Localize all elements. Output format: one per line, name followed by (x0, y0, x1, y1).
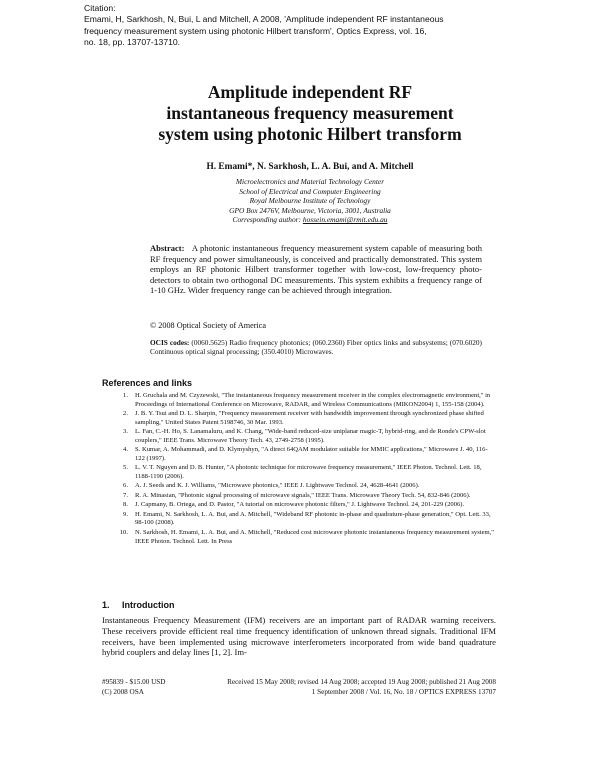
reference-item (102, 428, 497, 445)
introduction-paragraph: Instantaneous Frequency Measurement (IFM) receivers are an important part of RADAR warning receivers. These receivers provide efficient real time frequency identification of unknown thread signals. Traditional IFM receivers, have been implemented using microwave interferometers incorporated from wide band quadrature hybrid couplers and delay lines [1, 2]. Im- (102, 615, 496, 658)
footer-manuscript-id: #95839 - $15.00 USD (102, 678, 166, 686)
abstract-text: A photonic instantaneous frequency measurement system capable of measuring both RF frequency and power simultaneously, is conceived and practically demonstrated. This system employs an RF photonic Hilbert transformer together with low-cost, low-frequency photo-detectors to obtain two orthogonal DC measurements. This system exhibits a frequency range of 1-10 GHz. Wider frequency range can be achieved through integration. (150, 243, 483, 296)
affiliation-block (100, 177, 520, 225)
citation-line: Emami, H, Sarkhosh, N, Bui, L and Mitchell, A 2008, 'Amplitude independent RF instantaneous (84, 14, 444, 25)
citation-line: frequency measurement system using photonic Hilbert transform', Optics Express, vol. 16, (84, 25, 427, 36)
reference-number: 4. (123, 446, 128, 454)
paper-title (100, 82, 520, 145)
footer-dates: Received 15 May 2008; revised 14 Aug 2008; accepted 19 Aug 2008; published 21 Aug 2008 (227, 678, 496, 686)
reference-text: R. A. Minasian, "Photonic signal processing of microwave signals," IEEE Trans. Microwave Theory Tech. 54, 832-846 (2006). (135, 491, 471, 499)
footer-copyright: (C) 2008 OSA (102, 687, 144, 696)
author-list: H. Emami*, N. Sarkhosh, L. A. Bui, and A. Mitchell (206, 162, 414, 172)
email-link[interactable]: hossein.emami@rmit.edu.au (302, 215, 388, 225)
section-title: Introduction (122, 600, 175, 610)
section-number: 1. (102, 600, 110, 610)
copyright-notice: © 2008 Optical Society of America (150, 321, 267, 330)
abstract-label: Abstract: (150, 243, 185, 253)
footer-journal-info: 1 September 2008 / Vol. 16, No. 18 / OPTICS EXPRESS 13707 (311, 687, 496, 696)
reference-number: 7. (123, 491, 128, 499)
reference-number: 9. (123, 510, 128, 518)
reference-list (102, 392, 497, 547)
reference-number: 10. (119, 528, 128, 536)
reference-text: H. Emami, N. Sarkhosh, L. A. Bui, and A. Mitchell, "Wideband RF photonic in-phase and quadrature-phase generation," Opt. Lett. 33, 98-100 (2008). (135, 510, 491, 527)
affiliation-line: School of Electrical and Computer Engineering (239, 186, 381, 196)
reference-item (102, 511, 497, 528)
reference-item (102, 464, 497, 481)
page-footer (102, 678, 496, 697)
corresponding-label: Corresponding author: (232, 215, 303, 225)
reference-number: 5. (123, 464, 128, 472)
corresponding-author (100, 215, 520, 225)
reference-text: A. J. Seeds and K. J. Williams, "Microwave photonics," IEEE J. Lightwave Technol. 24, 4628-4641 (2006). (135, 482, 420, 490)
reference-text: L. Fan, C.-H. Ho, S. Lanamaluru, and K. Chang, "Wide-band reduced-size uniplanar magic-T, hybrid-ring, and de Ronde's CPW-slot couplers," IEEE Trans. Microwave Theory Tech. 43, 2749-2758 (1995). (135, 428, 486, 444)
reference-item (102, 501, 497, 510)
reference-item (102, 446, 497, 463)
title-line: Amplitude independent RF (207, 82, 413, 102)
citation-line: no. 18, pp. 13707-13710. (84, 37, 181, 48)
affiliation-line: Royal Melbourne Institute of Technology (249, 196, 371, 206)
reference-item (102, 392, 497, 409)
reference-text: L. V. T. Nguyen and D. B. Hunter, "A photonic technique for microwave frequency measurement," IEEE Photon. Technol. Lett. 18, 1188-1190 (2006). (135, 464, 482, 480)
reference-number: 3. (123, 428, 128, 436)
title-line: instantaneous frequency measurement (166, 103, 454, 123)
reference-text: J. B. Y. Tsui and D. L. Sharpin, "Frequency measurement receiver with bandwidth improvement through synchronized phase shifted sampling," United States Patent 5198746, 30 Mar. 1993. (135, 410, 484, 426)
references-heading: References and links (102, 378, 193, 388)
reference-text: H. Gruchala and M. Czyzewski, "The instantaneous frequency measurement receiver in the complex electromagnetic environment," in Proceedings of International Conference on Microwave, RADAR, and Wireless Communications (MIKON2004) 1, 155-158 (2004). (135, 392, 491, 408)
reference-item (102, 492, 497, 501)
citation-block (84, 3, 524, 49)
reference-text: J. Capmany, B. Ortega, and D. Pastor, "A tutorial on microwave photonic filters," J. Lightwave Technol. 24, 201-229 (2006). (135, 501, 465, 509)
ocis-codes (150, 338, 482, 357)
reference-item (102, 482, 497, 491)
title-line: system using photonic Hilbert transform (158, 124, 462, 144)
affiliation-line: Microelectronics and Material Technology Center (235, 177, 385, 186)
abstract (150, 243, 482, 296)
reference-number: 2. (123, 410, 128, 418)
ocis-label: OCIS codes: (150, 338, 190, 347)
ocis-text: (0060.5625) Radio frequency photonics; (060.2360) Fiber optics links and subsystems; (070.6020) Continuous optical signal processing; (350.4010) Microwaves. (150, 338, 482, 357)
citation-line: Citation: (84, 3, 116, 13)
footer-row (102, 678, 496, 688)
footer-row (102, 688, 496, 698)
section-heading-introduction (102, 600, 175, 610)
reference-text: S. Kumar, A. Mohammadi, and D. Klymyshyn, "A direct 64QAM modulator suitable for MMIC applications," Microwave J. 40, 116-122 (1997). (135, 446, 488, 462)
reference-number: 6. (123, 482, 128, 490)
affiliation-line: GPO Box 2476V, Melbourne, Victoria, 3001, Australia (229, 205, 391, 215)
reference-text: N. Sarkhosh, H. Emami, L. A. Bui, and A. Mitchell, "Reduced cost microwave photonic instantaneous frequency measurement system," IEEE Photon. Technol. Lett. In Press (135, 528, 494, 545)
reference-number: 8. (123, 501, 128, 509)
reference-item (102, 529, 497, 546)
reference-item (102, 410, 497, 427)
reference-number: 1. (123, 392, 128, 399)
